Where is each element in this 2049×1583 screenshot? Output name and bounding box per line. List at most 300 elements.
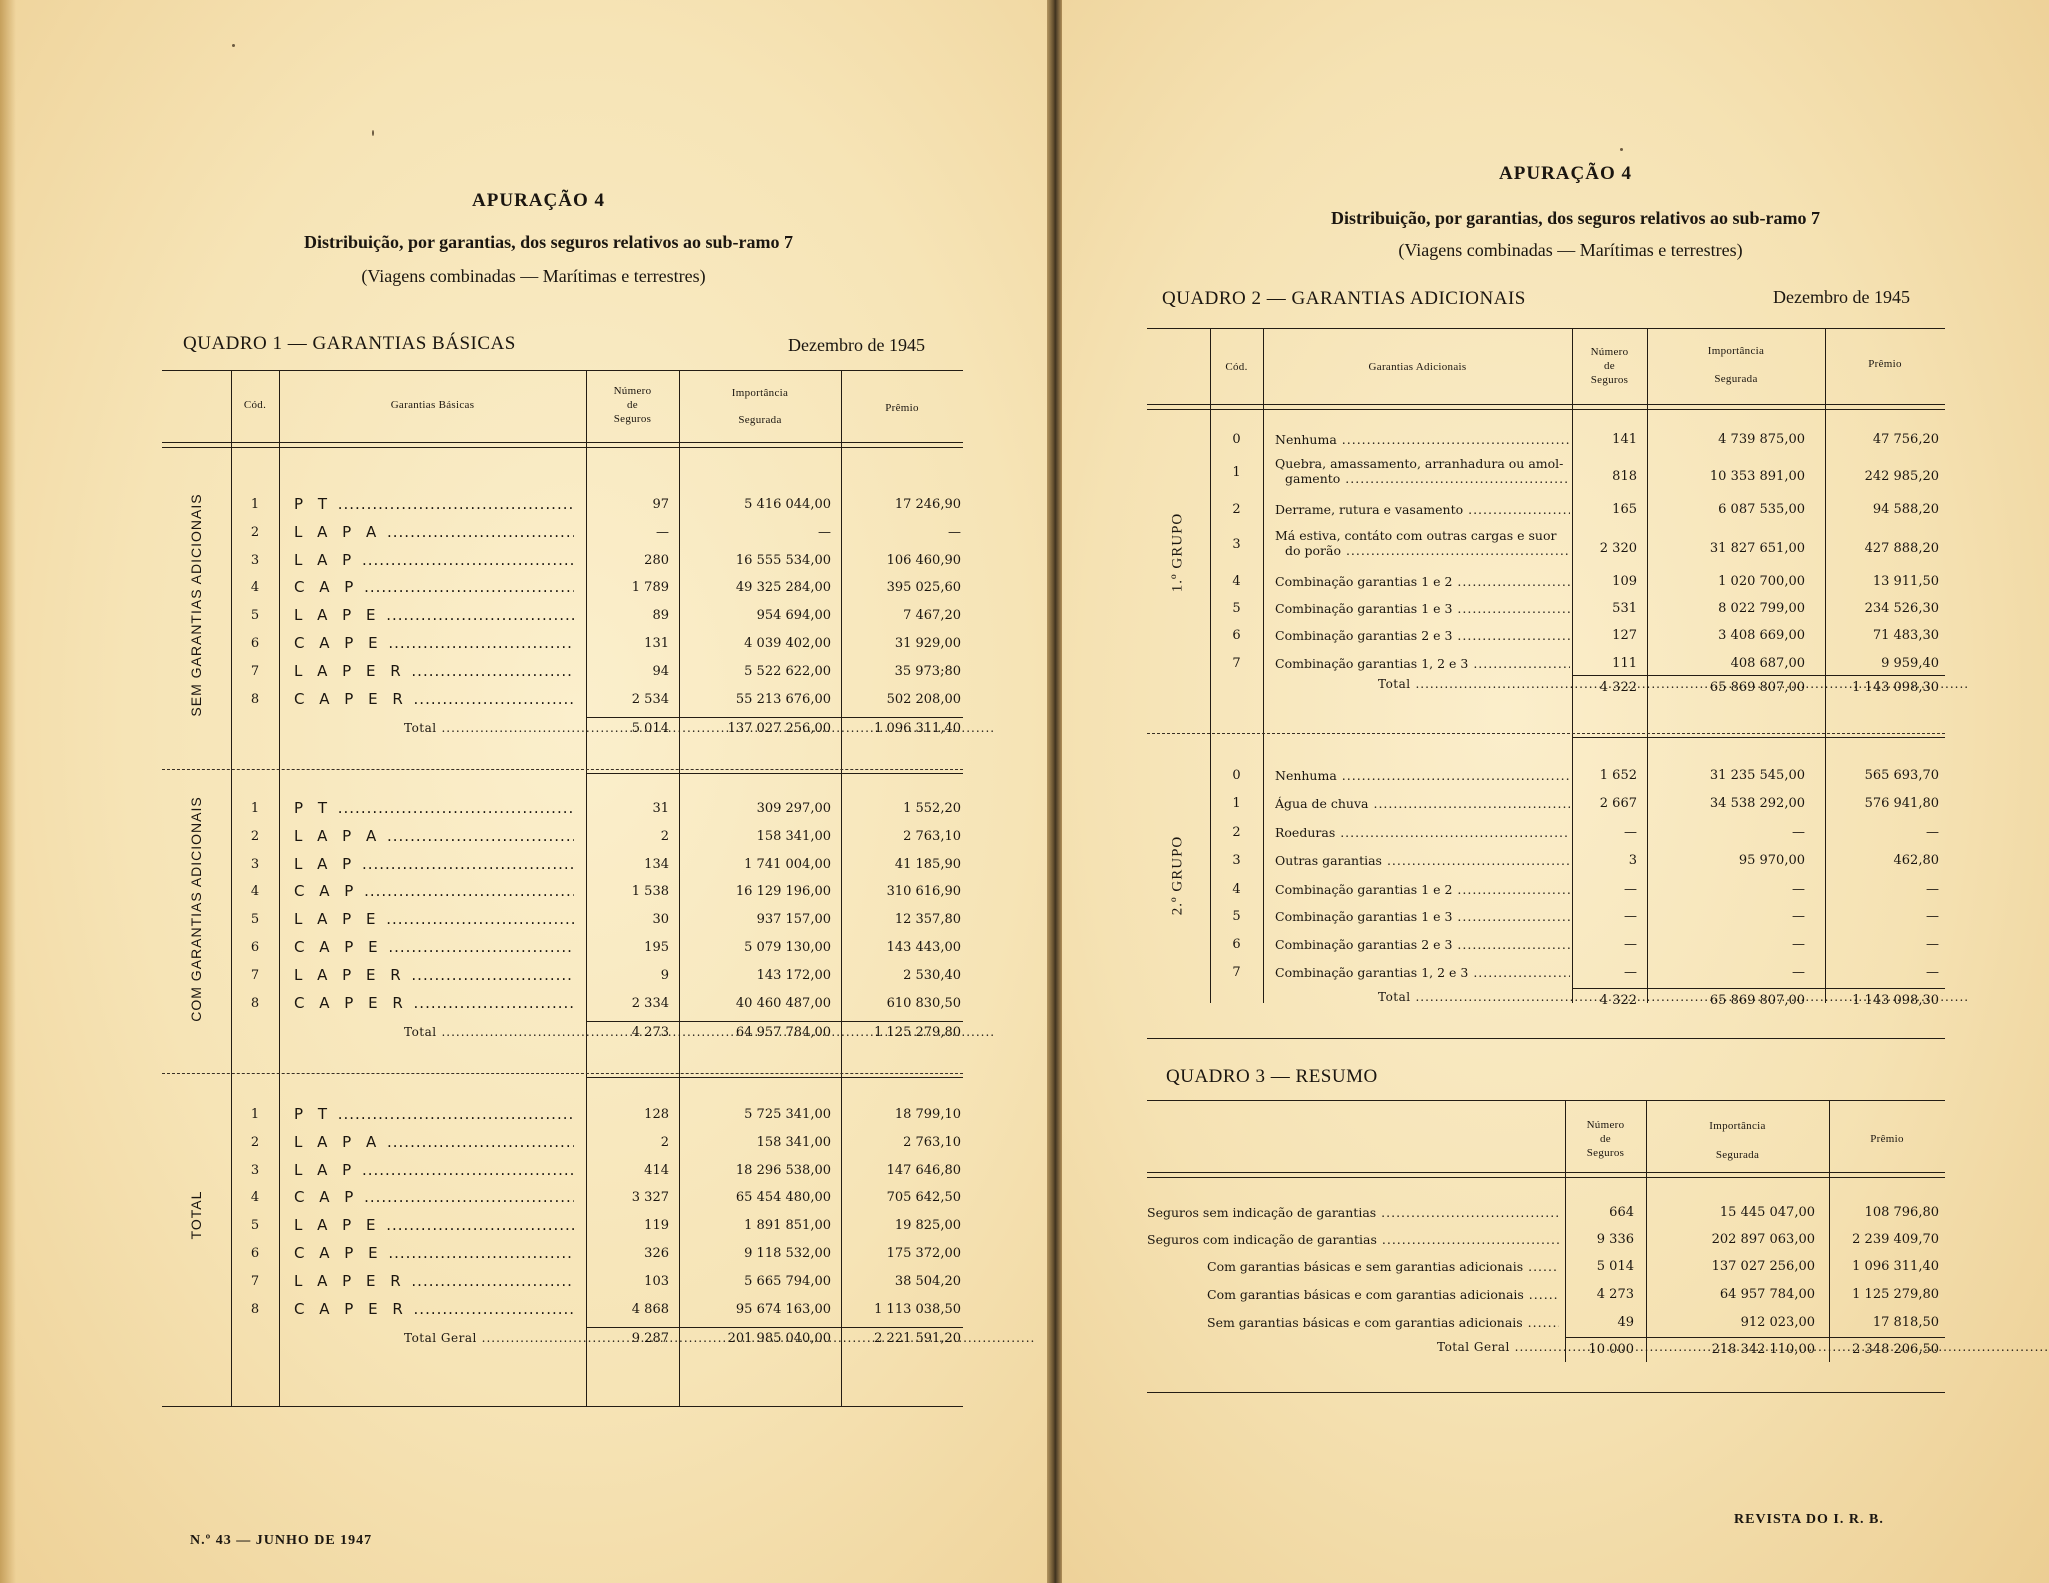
column-header-garantias: Garantias Adicionais xyxy=(1368,361,1467,373)
row-descricao: Quebra, amassamento, arranhadura ou amol- xyxy=(1275,456,1564,471)
resumo-row-numero: 4 273 xyxy=(1596,1287,1634,1302)
resumo-row-premio: 2 239 409,70 xyxy=(1852,1232,1939,1247)
group-separator xyxy=(1147,733,1945,734)
row-importancia: 31 235 545,00 xyxy=(1709,768,1805,783)
column-header-numero: Número xyxy=(1586,1119,1625,1131)
row-cod: 3 xyxy=(250,856,260,872)
print-speck xyxy=(1620,148,1623,151)
page-subtitle-2: (Viagens combinadas — Marítimas e terrestres) xyxy=(361,266,706,286)
group-separator xyxy=(1572,737,1945,738)
row-importancia: 65 454 480,00 xyxy=(735,1190,831,1206)
row-premio: — xyxy=(1926,882,1939,897)
table-rule xyxy=(1147,1177,1945,1178)
row-cod: 7 xyxy=(250,967,260,983)
total-numero: 4 322 xyxy=(1599,680,1637,695)
row-numero: 31 xyxy=(652,801,669,816)
table-rule xyxy=(1147,1392,1945,1393)
table-rule xyxy=(1263,328,1264,1003)
row-importancia: — xyxy=(1792,825,1805,840)
row-premio: 12 357,80 xyxy=(894,912,961,928)
row-importancia: 95 970,00 xyxy=(1738,853,1805,868)
row-cod: 6 xyxy=(250,1246,260,1261)
row-numero: 134 xyxy=(644,856,669,872)
resumo-row-importancia: 64 957 784,00 xyxy=(1719,1287,1815,1302)
column-header-importancia: Segurada xyxy=(1715,1149,1760,1161)
total-importancia: 64 957 784,00 xyxy=(735,1025,831,1041)
row-numero: 3 327 xyxy=(631,1190,669,1206)
section-label: COM GARANTIAS ADICIONAIS xyxy=(188,796,204,1023)
group-label: 1.º GRUPO xyxy=(1169,512,1186,593)
row-premio: — xyxy=(1926,825,1939,840)
row-importancia: 55 213 676,00 xyxy=(735,691,831,707)
row-cod: 8 xyxy=(250,995,260,1011)
row-garantia: C A P E ..... xyxy=(294,634,574,652)
column-header-garantias: Garantias Básicas xyxy=(390,399,475,411)
row-descricao-cont: gamento ..... xyxy=(1285,471,1570,486)
page-subtitle: Distribuição, por garantias, dos seguros relativos ao sub-ramo 7 xyxy=(303,232,794,252)
row-premio: 31 929,00 xyxy=(894,636,961,651)
column-header-premio: Prêmio xyxy=(1870,1133,1904,1145)
section-label: TOTAL xyxy=(188,1190,204,1240)
row-premio: 38 504,20 xyxy=(894,1273,961,1289)
row-premio: 242 985,20 xyxy=(1864,469,1939,484)
resumo-row-label: Seguros com indicação de garantias ..... xyxy=(1147,1232,1559,1247)
row-importancia: 95 674 163,00 xyxy=(735,1301,831,1317)
row-cod: 3 xyxy=(250,552,260,568)
row-premio: 19 825,00 xyxy=(894,1218,961,1234)
row-numero: 9 xyxy=(660,967,669,983)
row-garantia: L A P A ..... xyxy=(294,523,574,541)
column-header-numero: Seguros xyxy=(1586,1147,1625,1159)
total-rule xyxy=(586,1021,963,1022)
quadro-3-title: QUADRO 3 — RESUMO xyxy=(1166,1066,1378,1087)
row-importancia: 954 694,00 xyxy=(756,608,831,624)
row-descricao: Roeduras ..... xyxy=(1275,825,1570,840)
table-rule xyxy=(1147,1038,1945,1039)
row-premio: 7 467,20 xyxy=(903,608,961,624)
row-garantia: L A P E R ..... xyxy=(294,966,574,984)
row-premio: 2 763,10 xyxy=(903,828,961,844)
row-descricao: Outras garantias ..... xyxy=(1275,853,1570,868)
row-importancia: 309 297,00 xyxy=(756,801,831,816)
column-header-importancia: Segurada xyxy=(1714,373,1758,385)
row-premio: 502 208,00 xyxy=(886,691,961,707)
page-heading: APURAÇÃO 4 xyxy=(472,190,605,211)
row-importancia: 158 341,00 xyxy=(756,1134,831,1150)
row-importancia: 1 020 700,00 xyxy=(1718,574,1805,589)
row-cod: 3 xyxy=(1232,537,1241,552)
row-importancia: — xyxy=(1792,909,1805,924)
row-numero: 119 xyxy=(644,1218,669,1234)
row-numero: 89 xyxy=(652,608,669,624)
table-rule xyxy=(279,370,280,1406)
total-numero: 5 014 xyxy=(631,721,669,737)
row-garantia: C A P E ..... xyxy=(294,938,574,956)
total-premio: 1 143 098,30 xyxy=(1852,680,1939,695)
row-garantia: L A P E ..... xyxy=(294,910,574,928)
quadro-2-title: QUADRO 2 — GARANTIAS ADICIONAIS xyxy=(1162,288,1526,309)
row-importancia: — xyxy=(818,524,831,540)
row-importancia: 40 460 487,00 xyxy=(735,995,831,1011)
row-garantia: P T ..... xyxy=(294,495,574,513)
row-premio: — xyxy=(1926,909,1939,924)
row-garantia: L A P E R ..... xyxy=(294,1272,574,1290)
row-numero: 4 868 xyxy=(631,1301,669,1317)
row-premio: 9 959,40 xyxy=(1881,656,1939,671)
row-cod: 5 xyxy=(250,912,260,928)
total-label: Total ..... xyxy=(404,1025,574,1039)
row-descricao: Combinação garantias 1, 2 e 3 ..... xyxy=(1275,965,1570,980)
total-rule xyxy=(1565,1337,1945,1338)
row-importancia: 143 172,00 xyxy=(756,967,831,983)
row-premio: 175 372,00 xyxy=(886,1246,961,1261)
column-header-importancia: Importância xyxy=(1709,1120,1766,1132)
row-cod: 2 xyxy=(1232,825,1241,840)
row-cod: 1 xyxy=(250,801,260,816)
resumo-row-label: Sem garantias básicas e com garantias adicionais ..... xyxy=(1207,1315,1559,1330)
row-cod: 1 xyxy=(1232,796,1241,811)
resumo-total-label: Total Geral ..... xyxy=(1437,1340,1559,1354)
row-cod: 1 xyxy=(1232,465,1241,480)
row-cod: 7 xyxy=(1232,965,1241,980)
row-premio: 13 911,50 xyxy=(1872,574,1939,589)
row-importancia: 16 129 196,00 xyxy=(735,884,831,900)
row-descricao: Nenhuma ..... xyxy=(1275,768,1570,783)
row-descricao: Combinação garantias 1 e 2 ..... xyxy=(1275,574,1570,589)
row-premio: 35 973;80 xyxy=(894,663,961,679)
row-cod: 2 xyxy=(1232,502,1241,517)
row-cod: 2 xyxy=(250,524,260,540)
row-numero: 818 xyxy=(1612,469,1637,484)
column-header-cod: Cód. xyxy=(243,399,267,411)
row-numero: 103 xyxy=(644,1273,669,1289)
row-importancia: 4 739 875,00 xyxy=(1718,432,1805,447)
row-premio: 427 888,20 xyxy=(1864,541,1939,556)
row-numero: 414 xyxy=(644,1162,669,1178)
row-premio: 1 552,20 xyxy=(903,801,961,816)
row-cod: 6 xyxy=(250,940,260,955)
row-descricao: Derrame, rutura e vasamento ..... xyxy=(1275,502,1570,517)
row-cod: 0 xyxy=(1232,432,1241,447)
row-premio: 576 941,80 xyxy=(1864,796,1939,811)
print-speck xyxy=(232,44,235,47)
row-importancia: 1 741 004,00 xyxy=(744,856,831,872)
row-premio: 1 113 038,50 xyxy=(874,1301,961,1317)
resumo-row-premio: 17 818,50 xyxy=(1872,1315,1939,1330)
row-importancia: 8 022 799,00 xyxy=(1718,601,1805,616)
section-separator xyxy=(162,1073,963,1074)
row-importancia: 16 555 534,00 xyxy=(735,552,831,568)
row-premio: 2 530,40 xyxy=(903,967,961,983)
total-label: Total ..... xyxy=(404,721,574,735)
row-numero: — xyxy=(1624,965,1637,980)
page-subtitle: Distribuição, por garantias, dos seguros relativos ao sub-ramo 7 xyxy=(1330,208,1821,228)
column-header-premio: Prêmio xyxy=(1868,358,1902,370)
row-numero: 1 789 xyxy=(631,580,669,596)
resumo-row-importancia: 137 027 256,00 xyxy=(1711,1259,1815,1274)
row-descricao: Combinação garantias 1 e 3 ..... xyxy=(1275,909,1570,924)
column-header-premio: Prêmio xyxy=(885,402,919,414)
column-header-importancia: Segurada xyxy=(738,414,782,426)
row-garantia: L A P E R ..... xyxy=(294,662,574,680)
section-separator xyxy=(586,773,963,774)
row-cod: 6 xyxy=(1232,937,1241,952)
row-cod: 5 xyxy=(250,1218,260,1234)
row-numero: — xyxy=(1624,909,1637,924)
row-importancia: 10 353 891,00 xyxy=(1709,469,1805,484)
row-premio: 310 616,90 xyxy=(886,884,961,900)
row-cod: 4 xyxy=(1232,882,1241,897)
row-importancia: 31 827 651,00 xyxy=(1709,541,1805,556)
total-label: Total ..... xyxy=(1378,990,1570,1004)
row-importancia: 5 079 130,00 xyxy=(744,940,831,955)
row-importancia: 34 538 292,00 xyxy=(1709,796,1805,811)
row-cod: 4 xyxy=(1232,574,1241,589)
row-descricao: Combinação garantias 1, 2 e 3 ..... xyxy=(1275,656,1570,671)
row-numero: 2 667 xyxy=(1599,796,1637,811)
row-premio: 610 830,50 xyxy=(886,995,961,1011)
row-cod: 8 xyxy=(250,1301,260,1317)
row-garantia: C A P E R ..... xyxy=(294,994,574,1012)
print-speck xyxy=(372,130,374,136)
row-importancia: 5 665 794,00 xyxy=(744,1273,831,1289)
page-heading: APURAÇÃO 4 xyxy=(1499,163,1632,184)
row-cod: 5 xyxy=(250,608,260,624)
section-separator xyxy=(162,769,963,770)
row-importancia: 408 687,00 xyxy=(1730,656,1805,671)
row-importancia: — xyxy=(1792,965,1805,980)
row-garantia: L A P ..... xyxy=(294,1161,574,1179)
row-garantia: C A P E R ..... xyxy=(294,690,574,708)
section-separator xyxy=(586,1077,963,1078)
row-premio: 462,80 xyxy=(1893,853,1939,868)
row-numero: 109 xyxy=(1612,574,1637,589)
table-rule xyxy=(1147,1100,1945,1101)
row-cod: 4 xyxy=(250,580,260,596)
row-numero: 141 xyxy=(1612,432,1637,447)
resumo-row-label: Com garantias básicas e com garantias adicionais ..... xyxy=(1207,1287,1559,1302)
row-numero: 2 xyxy=(660,1134,669,1150)
row-numero: 326 xyxy=(644,1246,669,1261)
resumo-row-importancia: 202 897 063,00 xyxy=(1711,1232,1815,1247)
row-numero: 30 xyxy=(652,912,669,928)
row-numero: 127 xyxy=(1612,628,1637,643)
section-label: SEM GARANTIAS ADICIONAIS xyxy=(188,493,204,717)
row-descricao: Combinação garantias 2 e 3 ..... xyxy=(1275,937,1570,952)
row-numero: 165 xyxy=(1612,502,1637,517)
table-rule xyxy=(1147,1172,1945,1173)
row-premio: 705 642,50 xyxy=(886,1190,961,1206)
row-cod: 5 xyxy=(1232,909,1241,924)
row-descricao: Combinação garantias 1 e 2 ..... xyxy=(1275,882,1570,897)
column-header-importancia: Importância xyxy=(1707,345,1765,357)
table-rule xyxy=(162,370,963,371)
total-label: Total Geral ..... xyxy=(404,1331,574,1345)
row-numero: 531 xyxy=(1612,601,1637,616)
column-header-numero: Seguros xyxy=(1590,374,1629,386)
resumo-row-premio: 108 796,80 xyxy=(1864,1205,1939,1220)
row-cod: 7 xyxy=(250,1273,260,1289)
row-importancia: — xyxy=(1792,937,1805,952)
resumo-row-numero: 9 336 xyxy=(1596,1232,1634,1247)
row-cod: 7 xyxy=(1232,656,1241,671)
table-rule xyxy=(162,442,963,443)
column-header-numero: de xyxy=(627,399,638,411)
row-numero: 195 xyxy=(644,940,669,955)
column-header-cod: Cód. xyxy=(1225,361,1248,373)
row-garantia: L A P E ..... xyxy=(294,1216,574,1234)
column-header-importancia: Importância xyxy=(731,387,789,399)
total-importancia: 201 985 040,00 xyxy=(727,1331,831,1347)
quadro-title: QUADRO 1 — GARANTIAS BÁSICAS xyxy=(183,333,516,354)
row-premio: 94 588,20 xyxy=(1872,502,1939,517)
total-numero: 4 322 xyxy=(1599,993,1637,1008)
row-garantia: C A P E ..... xyxy=(294,1244,574,1262)
total-rule xyxy=(1572,675,1945,676)
row-numero: 94 xyxy=(652,663,669,679)
row-cod: 3 xyxy=(250,1162,260,1178)
row-premio: 395 025,60 xyxy=(886,580,961,596)
total-label: Total ..... xyxy=(1378,677,1570,691)
row-importancia: 1 891 851,00 xyxy=(744,1218,831,1234)
row-cod: 8 xyxy=(250,691,260,707)
row-garantia: C A P ..... xyxy=(294,882,574,900)
total-premio: 2 221 591,20 xyxy=(874,1331,961,1347)
row-numero: 2 320 xyxy=(1599,541,1637,556)
resumo-row-premio: 1 096 311,40 xyxy=(1852,1259,1939,1274)
total-premio: 1 096 311,40 xyxy=(874,721,961,737)
table-rule xyxy=(162,1406,963,1407)
row-cod: 7 xyxy=(250,663,260,679)
row-cod: 1 xyxy=(250,1107,260,1122)
right-page xyxy=(1062,0,2049,1583)
group-label: 2.º GRUPO xyxy=(1169,835,1186,915)
row-garantia: C A P ..... xyxy=(294,1188,574,1206)
resumo-total-premio: 2 348 206,50 xyxy=(1852,1342,1939,1357)
row-premio: — xyxy=(1926,937,1939,952)
total-importancia: 65 869 807,00 xyxy=(1709,993,1805,1008)
row-garantia: L A P ..... xyxy=(294,855,574,873)
row-descricao: Combinação garantias 2 e 3 ..... xyxy=(1275,628,1570,643)
row-importancia: — xyxy=(1792,882,1805,897)
resumo-row-label: Seguros sem indicação de garantias ..... xyxy=(1147,1205,1559,1220)
resumo-row-importancia: 912 023,00 xyxy=(1740,1315,1815,1330)
total-premio: 1 143 098,30 xyxy=(1852,993,1939,1008)
row-garantia: P T ..... xyxy=(294,1105,574,1123)
row-importancia: 5 725 341,00 xyxy=(744,1107,831,1122)
row-premio: 18 799,10 xyxy=(894,1107,961,1122)
column-header-numero: de xyxy=(1604,360,1615,372)
row-cod: 6 xyxy=(250,636,260,651)
row-premio: 2 763,10 xyxy=(903,1134,961,1150)
row-premio: 147 646,80 xyxy=(886,1162,961,1178)
resumo-row-label: Com garantias básicas e sem garantias adicionais ..... xyxy=(1207,1259,1559,1274)
row-descricao: Água de chuva ..... xyxy=(1275,796,1570,811)
book-gutter xyxy=(1047,0,1062,1583)
row-numero: — xyxy=(1624,825,1637,840)
resumo-total-importancia: 218 342 110,00 xyxy=(1711,1342,1815,1357)
resumo-row-numero: 664 xyxy=(1609,1205,1634,1220)
row-importancia: 6 087 535,00 xyxy=(1718,502,1805,517)
row-garantia: L A P ..... xyxy=(294,551,574,569)
row-cod: 5 xyxy=(1232,601,1241,616)
row-numero: 111 xyxy=(1612,656,1637,671)
page-footer: N.º 43 — JUNHO DE 1947 xyxy=(190,1533,373,1548)
row-numero: 2 534 xyxy=(631,691,669,707)
resumo-row-numero: 49 xyxy=(1617,1315,1634,1330)
row-garantia: L A P A ..... xyxy=(294,1133,574,1151)
row-numero: 128 xyxy=(644,1107,669,1122)
row-premio: — xyxy=(948,524,961,540)
total-importancia: 137 027 256,00 xyxy=(727,721,831,737)
row-premio: 41 185,90 xyxy=(894,856,961,872)
row-numero: 280 xyxy=(644,552,669,568)
row-numero: — xyxy=(656,524,669,540)
row-numero: 2 xyxy=(660,828,669,844)
row-numero: 1 538 xyxy=(631,884,669,900)
page-subtitle-2: (Viagens combinadas — Marítimas e terrestres) xyxy=(1398,240,1743,260)
row-importancia: 158 341,00 xyxy=(756,828,831,844)
row-importancia: 49 325 284,00 xyxy=(735,580,831,596)
row-importancia: 18 296 538,00 xyxy=(735,1162,831,1178)
report-date: Dezembro de 1945 xyxy=(788,335,925,355)
row-cod: 4 xyxy=(250,884,260,900)
row-cod: 3 xyxy=(1232,853,1241,868)
row-descricao: Nenhuma ..... xyxy=(1275,432,1570,447)
row-importancia: 3 408 669,00 xyxy=(1718,628,1805,643)
total-importancia: 65 869 807,00 xyxy=(1709,680,1805,695)
row-cod: 1 xyxy=(250,497,260,512)
row-numero: 97 xyxy=(652,497,669,512)
row-cod: 6 xyxy=(1232,628,1241,643)
row-importancia: 5 416 044,00 xyxy=(744,497,831,512)
row-numero: 2 334 xyxy=(631,995,669,1011)
row-garantia: C A P ..... xyxy=(294,578,574,596)
row-numero: — xyxy=(1624,937,1637,952)
table-rule xyxy=(162,447,963,448)
page-footer: REVISTA DO I. R. B. xyxy=(1734,1512,1884,1527)
row-cod: 2 xyxy=(250,828,260,844)
row-garantia: C A P E R ..... xyxy=(294,1300,574,1318)
resumo-row-numero: 5 014 xyxy=(1596,1259,1634,1274)
total-premio: 1 125 279,80 xyxy=(874,1025,961,1041)
row-premio: 106 460,90 xyxy=(886,552,961,568)
row-premio: 234 526,30 xyxy=(1864,601,1939,616)
row-importancia: 5 522 622,00 xyxy=(744,663,831,679)
row-descricao-cont: do porão ..... xyxy=(1285,543,1570,558)
resumo-total-numero: 10 000 xyxy=(1588,1342,1634,1357)
row-premio: 71 483,30 xyxy=(1872,628,1939,643)
row-importancia: 937 157,00 xyxy=(756,912,831,928)
row-garantia: P T ..... xyxy=(294,799,574,817)
total-numero: 9 287 xyxy=(631,1331,669,1347)
total-numero: 4 273 xyxy=(631,1025,669,1041)
total-rule xyxy=(1572,988,1945,989)
column-header-numero: Número xyxy=(613,385,652,397)
row-premio: — xyxy=(1926,965,1939,980)
row-garantia: L A P A ..... xyxy=(294,827,574,845)
row-numero: 3 xyxy=(1628,853,1637,868)
total-rule xyxy=(586,1327,963,1328)
column-header-numero: Número xyxy=(1590,346,1629,358)
column-header-numero: Seguros xyxy=(613,413,652,425)
row-numero: 1 652 xyxy=(1599,768,1637,783)
total-rule xyxy=(586,717,963,718)
row-cod: 0 xyxy=(1232,768,1241,783)
row-cod: 2 xyxy=(250,1134,260,1150)
row-garantia: L A P E ..... xyxy=(294,606,574,624)
row-descricao: Má estiva, contáto com outras cargas e suor xyxy=(1275,528,1557,543)
